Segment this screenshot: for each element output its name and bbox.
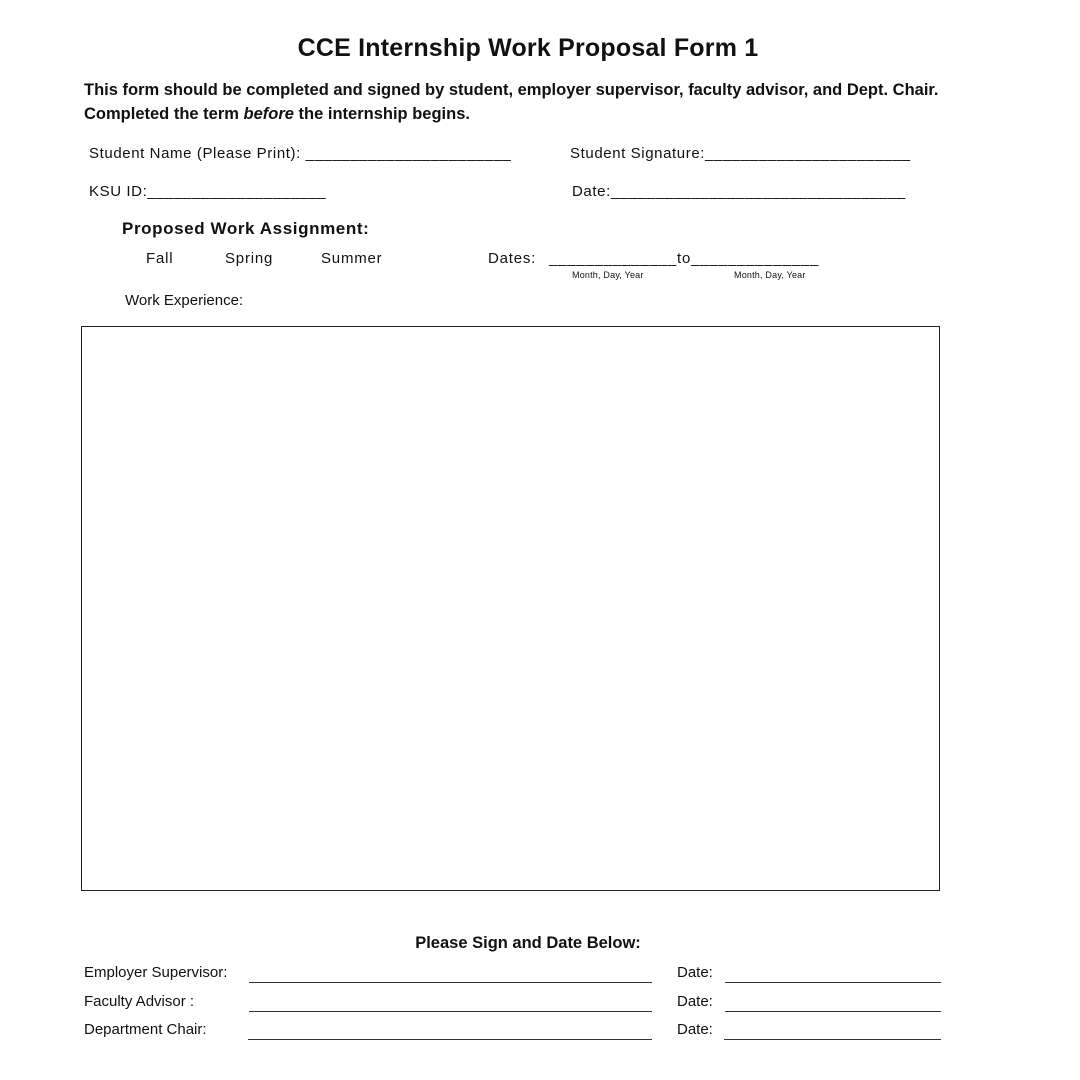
work-experience-box[interactable] <box>81 326 940 891</box>
faculty-advisor-label: Faculty Advisor : <box>84 993 195 1010</box>
dates-label: Dates: <box>488 250 537 267</box>
employer-supervisor-signature-line[interactable] <box>249 982 652 983</box>
faculty-advisor-date-line[interactable] <box>725 1011 941 1012</box>
employer-supervisor-label: Employer Supervisor: <box>84 964 228 981</box>
ksu-id-field[interactable]: KSU ID:____________________ <box>89 183 327 200</box>
employer-supervisor-date-label: Date: <box>677 964 713 981</box>
department-chair-signature-line[interactable] <box>248 1039 652 1040</box>
start-date-format-hint: Month, Day, Year <box>572 270 644 280</box>
student-name-field[interactable]: Student Name (Please Print): _______________________ <box>89 145 512 162</box>
term-summer[interactable]: Summer <box>321 250 383 267</box>
instructions-line-1: This form should be completed and signed by student, employer supervisor, faculty advisor, and Dept. Chair. <box>84 81 939 99</box>
form-title: CCE Internship Work Proposal Form 1 <box>297 34 759 62</box>
student-signature-field[interactable]: Student Signature:_______________________ <box>570 145 911 162</box>
instructions-line-2 <box>84 105 470 124</box>
department-chair-label: Department Chair: <box>84 1021 207 1038</box>
faculty-advisor-signature-line[interactable] <box>249 1011 652 1012</box>
instructions-line-2-prefix: Completed the term <box>84 105 244 123</box>
sign-and-date-heading: Please Sign and Date Below: <box>415 934 641 952</box>
end-date-format-hint: Month, Day, Year <box>734 270 806 280</box>
proposed-work-assignment-heading: Proposed Work Assignment: <box>122 219 370 238</box>
work-experience-label: Work Experience: <box>125 292 244 309</box>
department-chair-date-line[interactable] <box>724 1039 941 1040</box>
date-field[interactable]: Date:_________________________________ <box>572 183 906 200</box>
term-spring[interactable]: Spring <box>225 250 274 267</box>
term-fall[interactable]: Fall <box>146 250 174 267</box>
instructions-emphasis: before <box>243 105 294 123</box>
department-chair-date-label: Date: <box>677 1021 713 1038</box>
instructions-line-2-suffix: the internship begins. <box>293 105 470 123</box>
employer-supervisor-date-line[interactable] <box>725 982 941 983</box>
faculty-advisor-date-label: Date: <box>677 993 713 1010</box>
dates-range-field[interactable]: ______________to______________ <box>549 250 820 267</box>
